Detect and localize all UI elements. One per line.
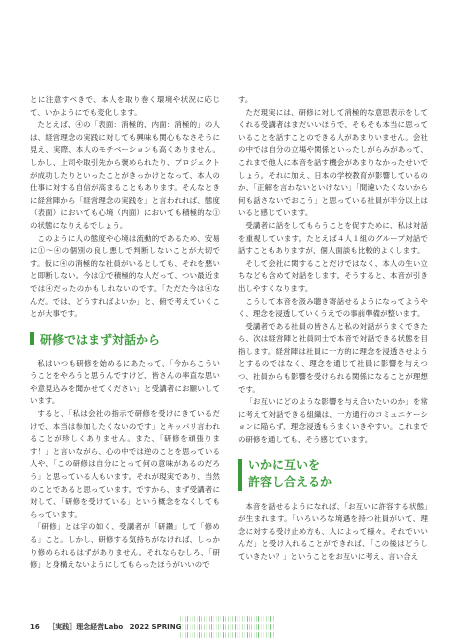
- paragraph: 本音を話せるようになれば、「お互いに許容する状態」が生まれます。「いろいろな境遇を持つ社員がいて、理念に対する受け止め方も、人によって様々。それでいいんだ」と受け入れることができれば、「この後はどうしていきたい？」ということをお互いに考え、言い合え: [238, 501, 428, 561]
- section-heading-line: 許容し合えるか: [248, 474, 333, 489]
- paragraph: とに注意すべきで、本人を取り巻く環境や状況に応じて、いかようにでも変化します。: [30, 95, 220, 117]
- paragraph: 私はいつも研修を始めるにあたって、「今からこういうことをやろうと思うんですけど、皆さんの率直な思いや意見込みを聞かせてください」と受講者にお願いしています。: [30, 358, 220, 406]
- page-number: 16: [30, 623, 40, 631]
- section-heading: 研修ではまず対話から: [30, 331, 220, 348]
- paragraph: 受講者に話をしてもらうことを促すために、私は対話を重視しています。たとえば４人１組のグループ対話で話すこともありますが、個人面談も比較的よくします。: [238, 220, 428, 256]
- paragraph: そして会社に関することだけではなく、本人の生い立ちなども含めて対話をします。そうすると、本音が引き出しやすくなります。: [238, 258, 428, 293]
- section-heading-line: いかに互いを: [248, 457, 321, 472]
- magazine-title: ［実践］理念経営Labo: [48, 623, 124, 631]
- paragraph: 受講者である社員の皆さんと私の対話がうまくできたら、次は経営陣と社員同士で本音で対話できる状態を目指します。経営陣は社員に一方的に理念を浸透させようとするのではなく、理念を通じて社員に影響を与えつつ、社員からも影響を受けられる関係になることが理想です。: [238, 321, 428, 394]
- paragraph: ただ現実には、研修に対して消極的な意思表示をしてくれる受講者はまだいいほうで、そもそも本当に思っていることを話すことのできる人があまりいません。会社の中では自分の立場や関係といったしがらみがあって、これまで他人に本音を話す機会があまりなかったせいでしょう。それに加え、日本の学校教育が影響しているのか、「正解を言わないといけない」「間違いたくないから何も話さないでおこう」と思っている社員が半分以上はいると感じています。: [238, 107, 428, 218]
- paragraph: 「研修」とは字の如く、受講者が「研鑽」して「修める」こと。しかし、研修する気持ちがなければ、しっかり修められるはずがありません。それならむしろ、「研修」と身構えないようにしてもらったほうがいいので: [30, 522, 220, 570]
- right-column: [238, 94, 428, 564]
- page-folio: [30, 622, 181, 632]
- paragraph: こうして本音を汲み聴き寄話せるようになってようやく、理念を浸透していくうえでの事前準備が整います。: [238, 296, 428, 319]
- section-heading: [238, 457, 428, 491]
- paragraph: 「お互いにどのような影響を与え合いたいのか」を常に考えて対話できる組織は、一方通行のコミュニケーションに陥らず、理念浸透もうまくいきやすい。これまでの研修を通しても、そう感じています。: [238, 397, 428, 445]
- paragraph: たとえば、④の「表面：消極的、内面：消極的」の人は、経営理念の実践に対しても興味も関心もなさそうに見え、実際、本人のモチベーションも高くありません。しかし、上司や取引先から褒められたり、プロジェクトが成功したりといったことがきっかけとなって、本人の仕事に対する自信が高まることもあります。そんなときに経営陣から「経営理念の実践を」と言われれば、態度（表面）においても心境（内面）においても積極的な①の状態になりえるでしょう。: [30, 120, 220, 230]
- paragraph: このように人の態度や心境は流動的であるため、安易に①〜④の個別の良し悪しで判断しないことが大切です。仮に④の消極的な社員がいるとしても、それを悪いと即断しない。今は①で積極的な人だって、つい最近までは④だったのかもしれないのです。「ただた今は④なんだ。では、どうすればよいか」と、俯で考えていくことが大事です。: [30, 233, 220, 319]
- paragraph: すると、「私は会社の指示で研修を受けにきているだけで、本当は参加したくないのです」とキッパリ言われることが珍しくありません。また、「研修を頑張ります！」と言いながら、心の中では逆のことを思っている人や、「この研修は自分にとって何の意味があるのだろう」と思っている人もいます。それが現実であり、当然のことであると思っています。ですから、まず受講者に対して、「研修を受けている」という概念をなくしてもらっています。: [30, 409, 220, 519]
- issue-label: 2022 SPRING: [129, 623, 182, 631]
- left-column: [30, 94, 220, 572]
- paragraph: す。: [238, 95, 253, 104]
